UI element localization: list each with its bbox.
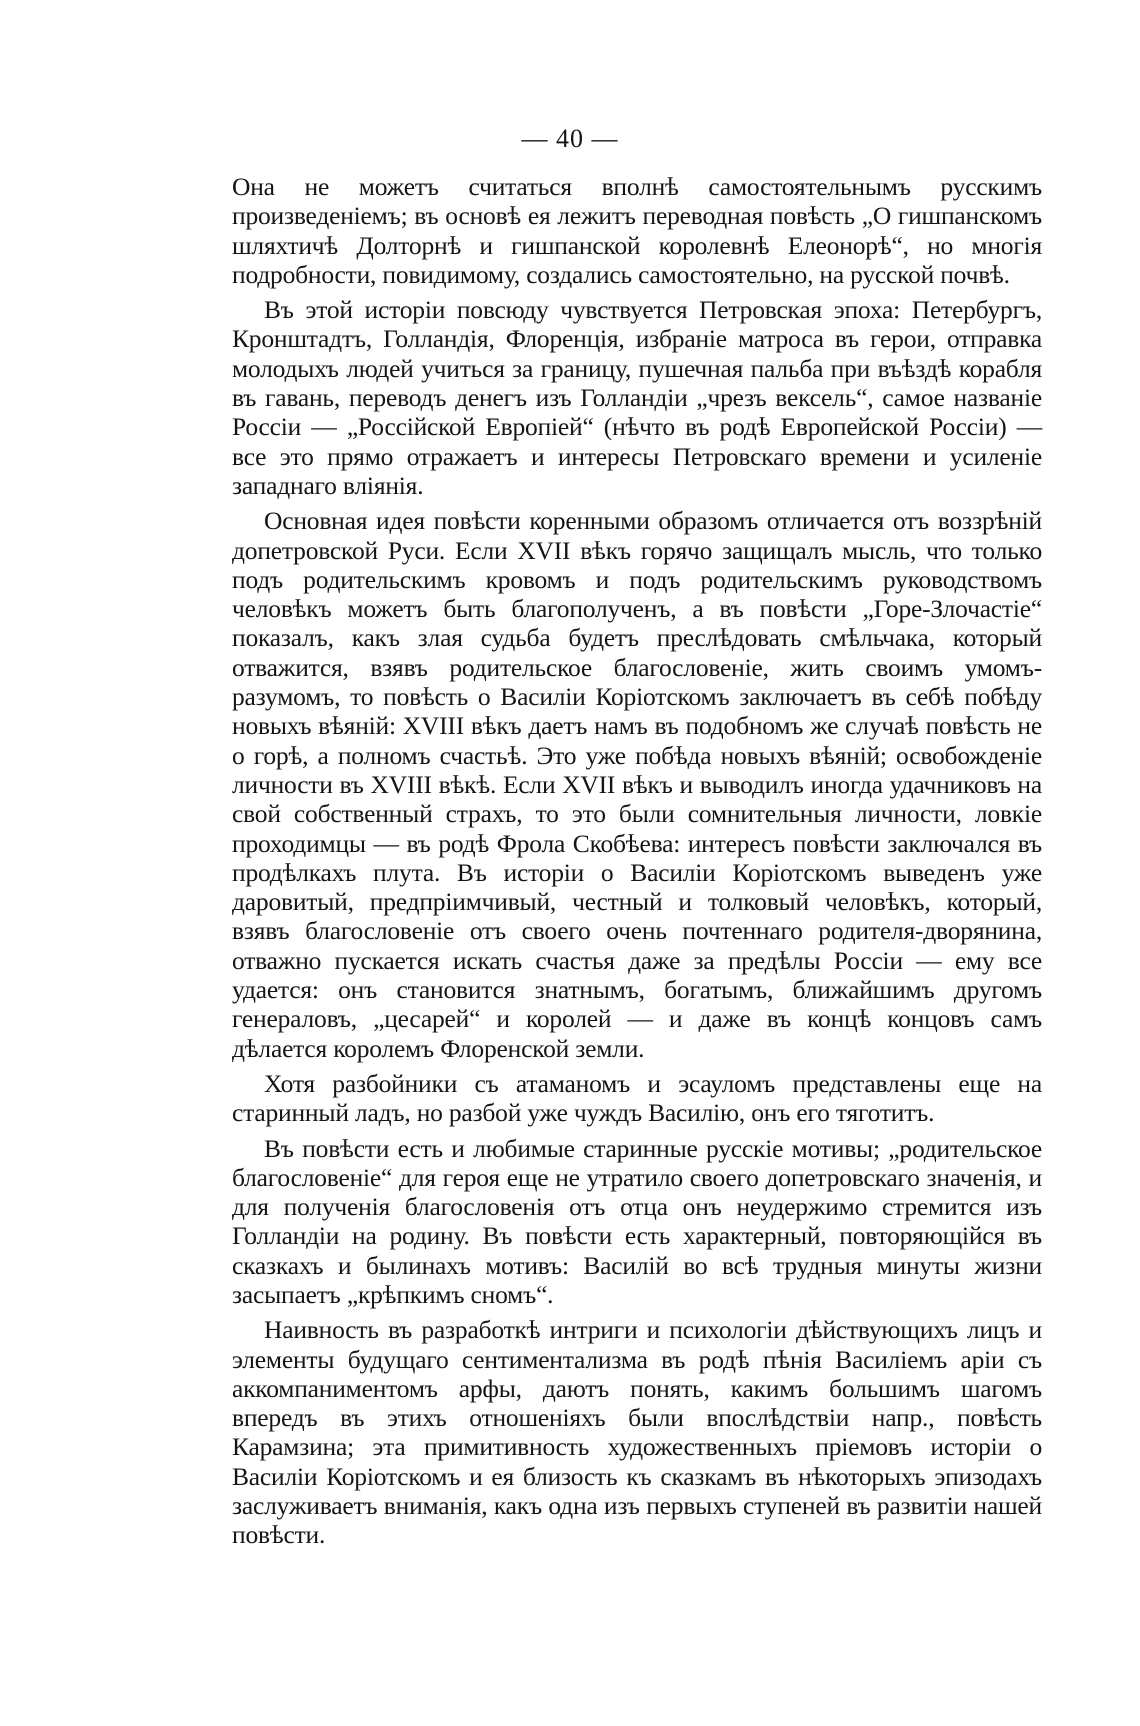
paragraph-3: Основная идея повѣсти коренными образомъ отличается отъ воззрѣній допетровской Руси. Если XVII вѣкъ горячо защищалъ мысль, что только подъ родительскимъ кровомъ и подъ родительскимъ руководствомъ человѣкъ можетъ быть благополученъ, а въ повѣсти „Горе-Злочастіе“ показалъ, какъ злая судьба будетъ преслѣдовать смѣльчака, который отважится, взявъ родительское благословеніе, жить своимъ умомъ-разумомъ, то повѣсть о Василіи Коріотскомъ заключаетъ въ себѣ побѣду новыхъ вѣяній: XVIII вѣкъ даетъ намъ въ подобномъ же случаѣ повѣсть не о горѣ, а полномъ счастьѣ. Это уже побѣда новыхъ вѣяній; освобожденіе личности въ XVIII вѣкѣ. Если XVII вѣкъ и выводилъ иногда удачниковъ на свой собственный страхъ, то это были сомнительныя личности, ловкіе проходимцы — въ родѣ Фрола Скобѣева: интересъ повѣсти заключался въ продѣлкахъ плута. Въ исторіи о Василіи Коріотскомъ выведенъ уже даровитый, предпріимчивый, честный и толковый человѣкъ, который, взявъ благословеніе отъ своего очень почтеннаго родителя-дворянина, отважно пускается искать счастья даже за предѣлы Россіи — ему все удается: онъ становится знатнымъ, богатымъ, ближайшимъ другомъ генераловъ, „цесарей“ и королей — и даже въ концѣ концовъ самъ дѣлается королемъ Флоренской земли. bbox=[232, 506, 1042, 1063]
paragraph-4: Хотя разбойники съ атаманомъ и эсауломъ представлены еще на старинный ладъ, но разбой уже чуждъ Василію, онъ его тяготитъ. bbox=[232, 1068, 1042, 1128]
body-text bbox=[232, 172, 1042, 1556]
paragraph-6: Наивность въ разработкѣ интриги и психологіи дѣйствующихъ лицъ и элементы будущаго сентиментализма въ родѣ пѣнія Василіемъ аріи съ аккомпаниментомъ арфы, даютъ понять, какимъ большимъ шагомъ впередъ въ этихъ отношеніяхъ были впослѣдствіи напр., повѣсть Карамзина; эта примитивность художественныхъ пріемовъ исторіи о Василіи Коріотскомъ и ея близость къ сказкамъ въ нѣкоторыхъ эпизодахъ заслуживаетъ вниманія, какъ одна изъ первыхъ ступеней въ развитіи нашей повѣсти. bbox=[232, 1315, 1042, 1550]
paragraph-2: Въ этой исторіи повсюду чувствуется Петровская эпоха: Петербургъ, Кронштадтъ, Голландія, Флоренція, избраніе матроса въ герои, отправка молодыхъ людей учиться за границу, пушечная пальба при въѣздѣ корабля въ гавань, переводъ денегъ изъ Голландіи „чрезъ вексель“, самое названіе Россіи — „Россійской Европіей“ (нѣчто въ родѣ Европейской Россіи) — все это прямо отражаетъ и интересы Петровскаго времени и усиленіе западнаго вліянія. bbox=[232, 295, 1042, 500]
paragraph-1: Она не можетъ считаться вполнѣ самостоятельнымъ русскимъ произведеніемъ; въ основѣ ея лежитъ переводная повѣсть „О гишпанскомъ шляхтичѣ Долторнѣ и гишпанской королевнѣ Елеонорѣ“, но многія подробности, повидимому, создались самостоятельно, на русской почвѣ. bbox=[232, 172, 1042, 289]
page-number: — 40 — bbox=[521, 124, 619, 153]
paragraph-5: Въ повѣсти есть и любимые старинные русскіе мотивы; „родительское благословеніе“ для героя еще не утратило своего допетровскаго значенія, и для полученія благословенія отъ отца онъ неудержимо стремится изъ Голландіи на родину. Въ повѣсти есть характерный, повторяющійся въ сказкахъ и былинахъ мотивъ: Василій во всѣ трудныя минуты жизни засыпаетъ „крѣпкимъ сномъ“. bbox=[232, 1133, 1042, 1309]
